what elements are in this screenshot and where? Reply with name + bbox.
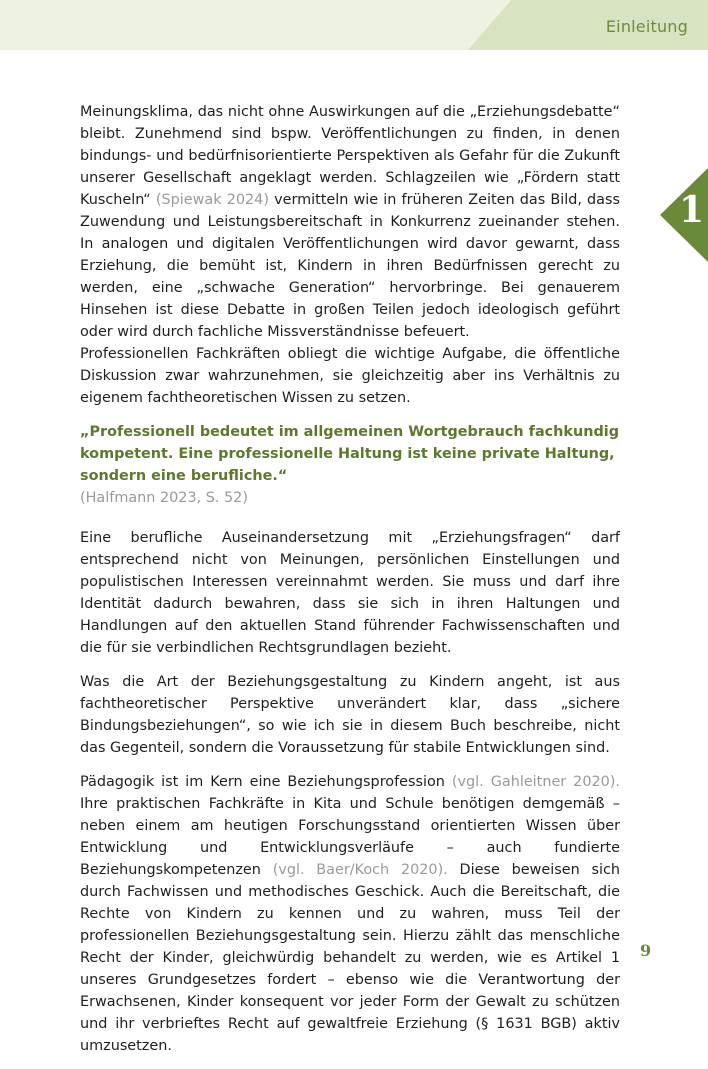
quote-text: „Professionell bedeutet im allgemeinen Wortgebrauch fachkundig kompetent. Eine professionelle Haltung ist keine private Haltung, sondern eine berufliche.“ — [80, 424, 620, 484]
body-text — [80, 101, 620, 1069]
quote-block — [80, 421, 620, 509]
page-number: 9 — [640, 941, 652, 960]
paragraph-5-a: Pädagogik ist im Kern eine Beziehungsprofession — [80, 774, 445, 790]
paragraph-4: Was die Art der Beziehungsgestaltung zu Kindern angeht, ist aus fachtheoretischer Perspektive unverändert klar, dass „sichere Bindungsbeziehungen“, so wie ich sie in diesem Buch beschreibe, nicht das Gegenteil, sondern die Voraussetzung für stabile Entwicklungen sind. — [80, 674, 620, 756]
paragraph-2: Professionellen Fachkräften obliegt die wichtige Aufgabe, die öffentliche Diskussion zwar wahrzunehmen, sie gleichzeitig aber ins Verhältnis zu eigenem fachtheoretischen Wissen zu setzen. — [80, 346, 620, 406]
paragraph-5-b: Ihre praktischen Fachkräfte in Kita und Schule benötigen demgemäß – neben einem am heutigen Forschungsstand orientierten Wissen über Entwicklung und Entwicklungsverläufe – auch fundierte Beziehungskompetenzen — [80, 796, 620, 878]
paragraph-5-c: Diese beweisen sich durch Fachwissen und methodisches Geschick. Auch die Bereitschaft, die Rechte von Kindern zu kennen und zu wahren, muss Teil der professionellen Beziehungsgestaltung sein. Hierzu zählt das menschliche Recht der Kinder, gleichwürdig behandelt zu werden, wie es Artikel 1 unseres Grundgesetzes fordert – ebenso wie die Verantwortung der Erwachsenen, Kinder konsequent vor jeder Form der Gewalt zu schützen und ihr verbrieftes Recht auf gewaltfreie Erziehung (§ 1631 BGB) aktiv umzusetzen. — [80, 862, 620, 1054]
paragraph-3: Eine berufliche Auseinandersetzung mit „Erziehungsfragen“ darf entsprechend nicht von Meinungen, persönlichen Einstellungen und populistischen Interessen vereinnahmt werden. Sie muss und darf ihre Identität dadurch bewahren, dass sie sich in ihren Haltungen und Handlungen auf den aktuellen Stand führender Fachwissenschaften und die für sie verbindlichen Rechtsgrundlagen bezieht. — [80, 530, 620, 656]
citation-spiewak: (Spiewak 2024) — [155, 192, 269, 208]
paragraph-5 — [80, 771, 620, 1057]
citation-gahleitner: (vgl. Gahleitner 2020). — [451, 774, 620, 790]
citation-baer-koch: (vgl. Baer/Koch 2020). — [272, 862, 448, 878]
paragraph-1-rest: vermitteln wie in früheren Zeiten das Bild, dass Zuwendung und Leistungsbereitschaft in Konkurrenz zueinander stehen. In analogen und digitalen Veröffentlichungen wird davor gewarnt, dass Erziehung, die bemüht ist, Kindern in ihren Bedürfnissen gerecht zu werden, eine „schwache Generation“ hervorbringe. Bei genauerem Hinsehen ist diese Debatte in großen Teilen jedoch ideologisch geführt oder wird durch fachliche Missverständnisse befeuert. — [80, 192, 620, 340]
chapter-number: 1 — [679, 189, 705, 231]
quote-source: (Halfmann 2023, S. 52) — [80, 490, 248, 506]
paragraph-1-text: Meinungsklima, das nicht ohne Auswirkungen auf die „Erziehungsdebatte“ bleibt. Zunehmend sind bspw. Veröffentlichungen zu finden, in denen bindungs- und bedürfnisorientierte Perspektiven als Gefahr für die Zukunft unserer Gesellschaft angeklagt werden. Schlagzeilen wie „Fördern statt Kuscheln“ — [80, 104, 620, 208]
paragraph-1 — [80, 101, 620, 343]
section-title: Einleitung — [605, 17, 688, 36]
